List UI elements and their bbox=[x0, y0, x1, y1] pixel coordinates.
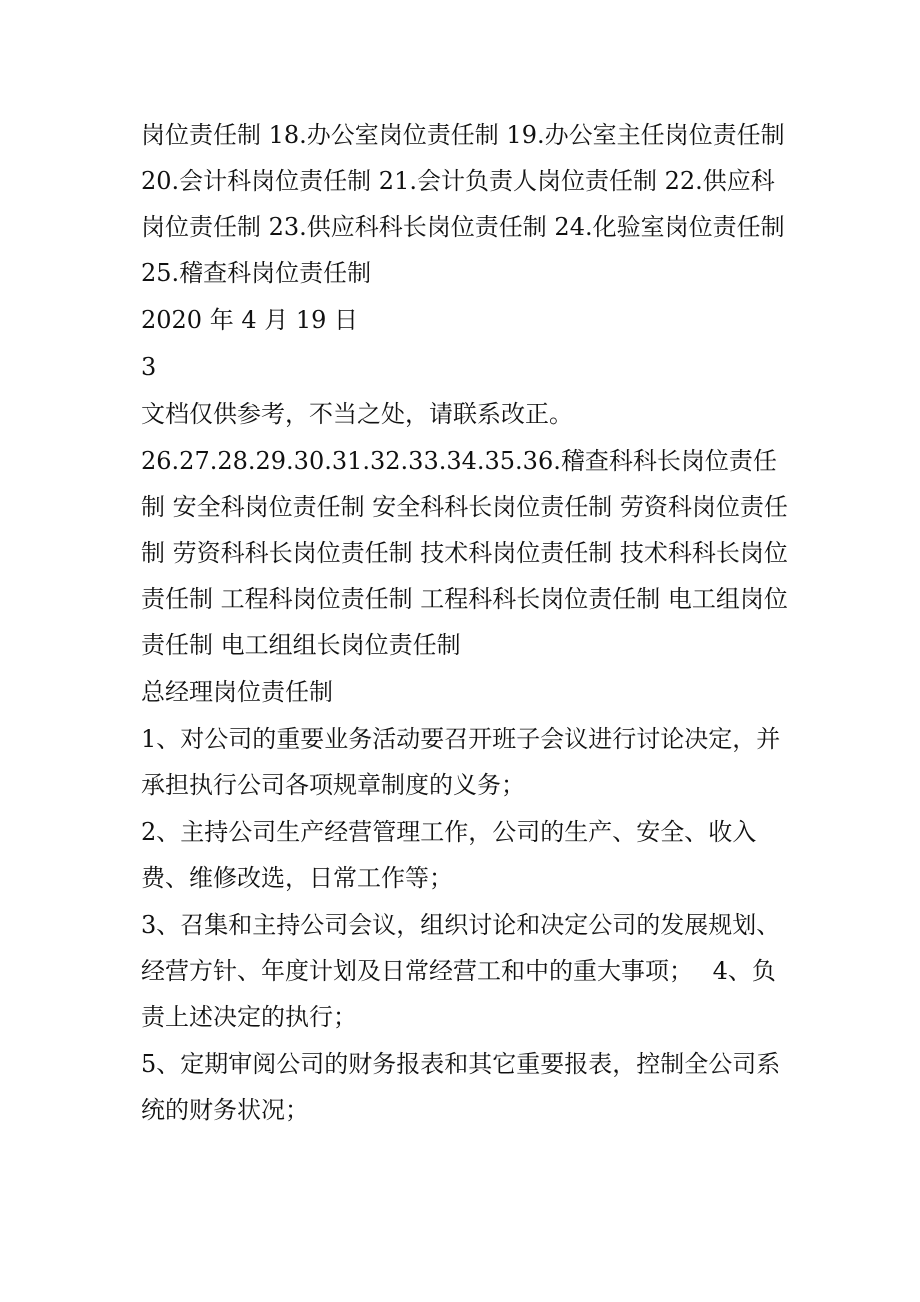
list-item-1: 1、对公司的重要业务活动要召开班子会议进行讨论决定，并承担执行公司各项规章制度的义务； bbox=[141, 725, 781, 799]
paragraph-job-list-26-36: 26.27.28.29.30.31.32.33.34.35.36.稽查科科长岗位责任制 安全科岗位责任制 安全科科长岗位责任制 劳资科岗位责任制 劳资科科长岗位责任制 技术科岗位责任制 技术科科长岗位责任制 工程科岗位责任制 工程科科长岗位责任制 电工组岗位责任制 电工组组长岗位责任制 bbox=[141, 447, 788, 659]
list-item-3-4: 3、召集和主持公司会议，组织讨论和决定公司的发展规划、经营方针、年度计划及日常经营工和中的重大事项； 4、负责上述决定的执行； bbox=[141, 911, 781, 1031]
document-body bbox=[141, 112, 791, 1134]
paragraph-page-number: 3 bbox=[141, 353, 157, 381]
list-item-2: 2、主持公司生产经营管理工作，公司的生产、安全、收入费、维修改选，日常工作等； bbox=[141, 818, 757, 892]
paragraph-job-list-17-25: 岗位责任制 18.办公室岗位责任制 19.办公室主任岗位责任制 20.会计科岗位责任制 21.会计负责人岗位责任制 22.供应科岗位责任制 23.供应科科长岗位责任制 24.化验室岗位责任制 25.稽查科岗位责任制 bbox=[141, 121, 785, 287]
list-item-5: 5、定期审阅公司的财务报表和其它重要报表，控制全公司系统的财务状况； bbox=[141, 1050, 781, 1124]
paragraph-date: 2020 年 4 月 19 日 bbox=[141, 306, 359, 334]
paragraph-disclaimer: 文档仅供参考，不当之处，请联系改正。 bbox=[141, 400, 573, 428]
section-heading-general-manager: 总经理岗位责任制 bbox=[141, 678, 333, 706]
